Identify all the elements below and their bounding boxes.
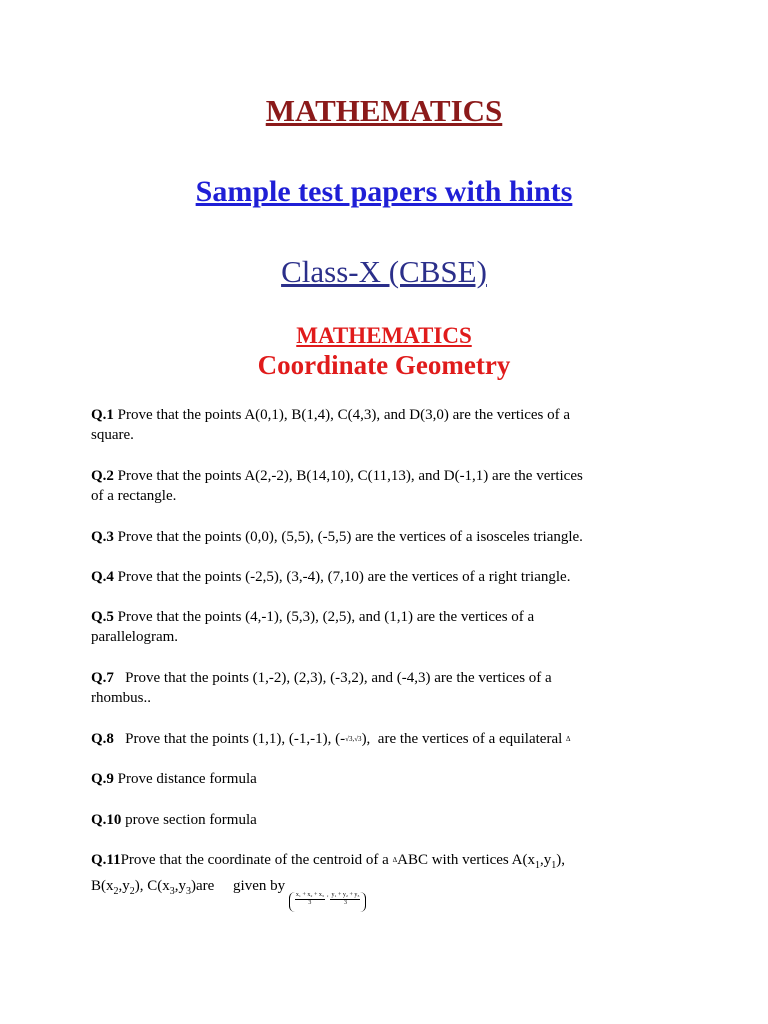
question-text: ,y (118, 878, 130, 894)
class-title: Class-X (CBSE) (281, 254, 487, 289)
question-3 (91, 527, 691, 547)
question-label: Q.4 (91, 569, 114, 585)
question-text: Prove that the points (1,-2), (2,3), (-3,2), and (-4,3) are the vertices of a (113, 670, 552, 686)
question-text: ), are the vertices of a equilateral (361, 731, 567, 747)
question-label: Q.11 (91, 852, 121, 868)
topic-heading: Coordinate Geometry (257, 350, 511, 380)
question-text: ,y (540, 852, 552, 868)
question-9 (91, 769, 691, 789)
subscript: 2 (129, 886, 135, 897)
question-2 (91, 466, 691, 506)
subscript: 2 (113, 886, 119, 897)
question-label: Q.3 (91, 529, 114, 545)
triangle-icon: Δ (566, 735, 571, 743)
question-text: Prove that the points (-2,5), (3,-4), (7,10) are the vertices of a right triangle. (113, 569, 571, 585)
question-8 (91, 729, 691, 749)
question-text: ABC with vertices A(x (397, 852, 536, 868)
question-text: )are given by (191, 878, 289, 894)
fraction-denominator: 3 (343, 900, 347, 906)
question-text: Prove that the points (4,-1), (5,3), (2,5), and (1,1) are the vertices of a (113, 609, 535, 625)
question-4 (91, 567, 691, 587)
question-label: Q.7 (91, 670, 114, 686)
subscript: 1 (535, 860, 541, 871)
question-text: parallelogram. (91, 629, 179, 645)
question-text: Prove that the points (1,1), (-1,-1), (- (113, 731, 346, 747)
triangle-icon: Δ (392, 856, 398, 864)
question-text: Prove that the points A(2,-2), B(14,10), C(11,13), and D(-1,1) are the vertices (113, 468, 583, 484)
fraction-numerator: x₁ + x₂ + x₃ (295, 892, 324, 898)
question-1 (91, 405, 691, 445)
sub-title-link[interactable]: Sample test papers with hints (195, 175, 573, 208)
question-label: Q.10 (91, 812, 122, 828)
question-text: square. (91, 427, 134, 443)
question-text: rhombus.. (91, 690, 151, 706)
centroid-formula: $\frac{\text{x₁ + x₂ + x₃}}{3}$ , $\frac{\text{y₁ + y₂ + y₃}}{3}$ (289, 892, 367, 912)
main-title: MATHEMATICS (265, 93, 503, 128)
question-text: ), (556, 852, 566, 868)
question-10 (91, 810, 691, 830)
question-text: ,y (174, 878, 186, 894)
question-label: Q.8 (91, 731, 114, 747)
question-5 (91, 607, 691, 647)
subscript: 1 (551, 860, 557, 871)
question-label: Q.9 (91, 771, 114, 787)
question-text: Prove that the points A(0,1), B(1,4), C(4,3), and D(3,0) are the vertices of a (113, 407, 571, 423)
fraction-y (330, 892, 360, 907)
subscript: 3 (169, 886, 175, 897)
question-text: of a rectangle. (91, 488, 177, 504)
question-7 (91, 668, 691, 708)
question-text: Prove distance formula (113, 771, 257, 787)
subscript: 3 (186, 886, 191, 897)
fraction-x (295, 892, 325, 907)
question-label: Q.5 (91, 609, 114, 625)
question-text: B(x (91, 878, 114, 894)
sqrt-expression: √3,√3 (345, 735, 362, 743)
question-text: Prove that the coordinate of the centroid of a (120, 852, 393, 868)
question-label: Q.2 (91, 468, 114, 484)
question-label: Q.1 (91, 407, 114, 423)
question-11 (91, 850, 691, 912)
fraction-denominator: 3 (308, 900, 312, 906)
subject-heading: MATHEMATICS (296, 323, 472, 348)
question-text: Prove that the points (0,0), (5,5), (-5,5) are the vertices of a isosceles triangle. (113, 529, 583, 545)
fraction-numerator: y₁ + y₂ + y₃ (331, 892, 360, 898)
question-text: ), C(x (134, 878, 170, 894)
question-text: prove section formula (121, 812, 257, 828)
